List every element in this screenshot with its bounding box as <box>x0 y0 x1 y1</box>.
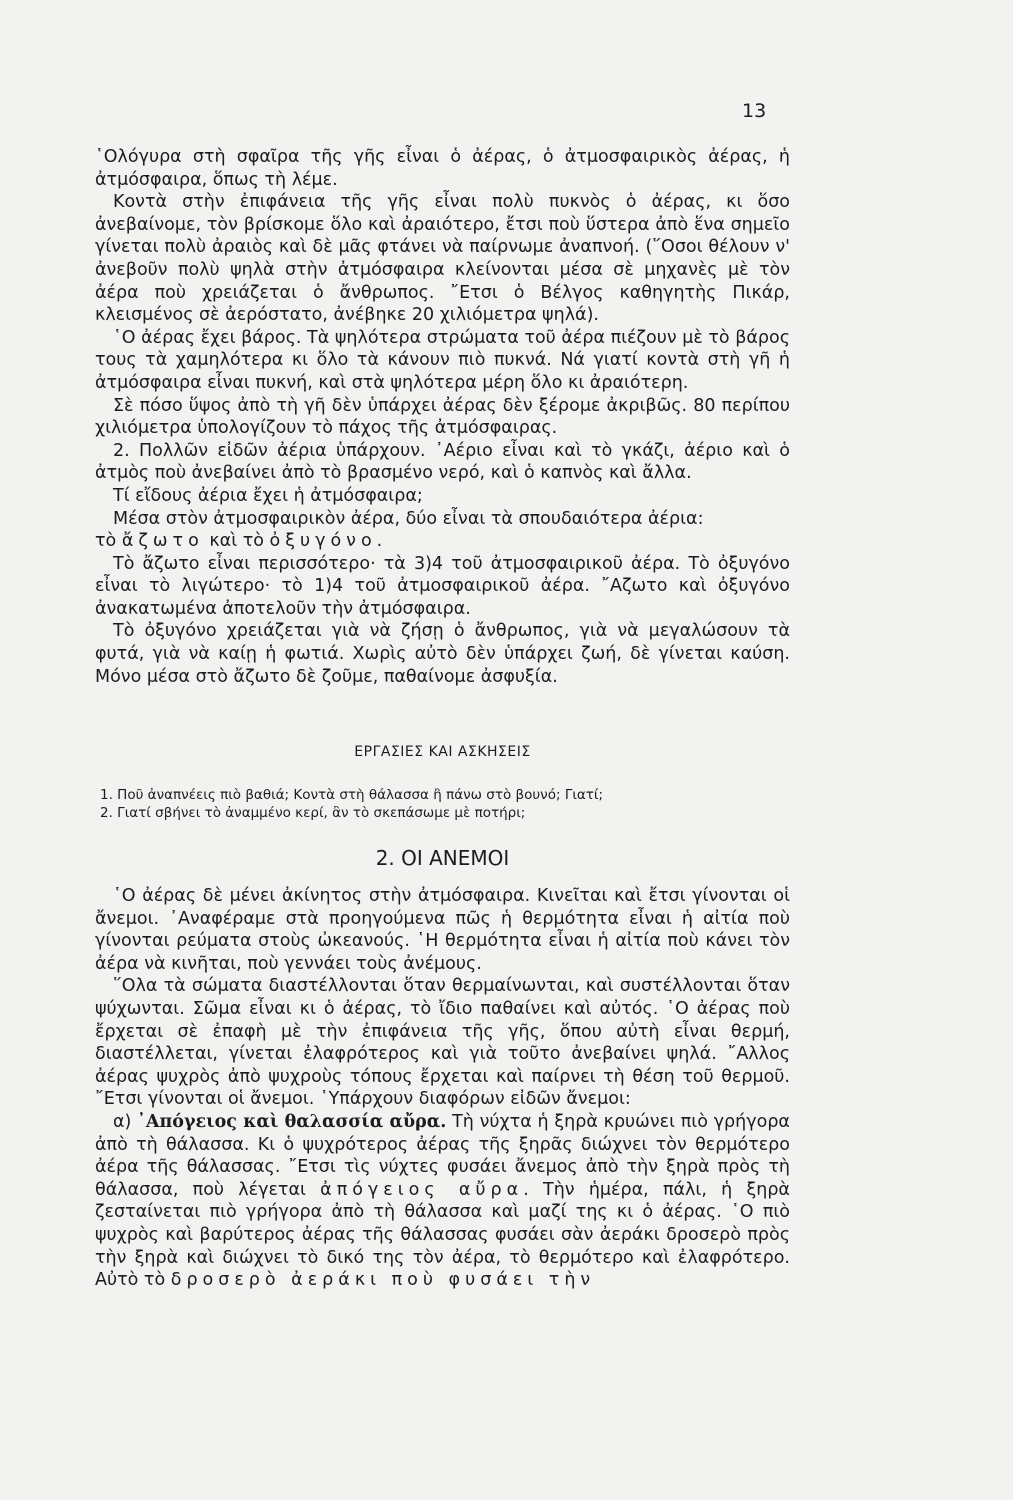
paragraph: ῞Ολα τὰ σώματα διαστέλλονται ὅταν θερμαίνωνται, καὶ συστέλλονται ὅταν ψύχωνται. Σῶμα εἶναι κι ὁ ἀέρας, τὸ ἴδιο παθαίνει καὶ αὐτός. ῾Ο ἀέρας ποὺ ἔρχεται σὲ ἐπαφὴ μὲ τὴν ἐπιφάνεια τῆς γῆς, ὅπου αὐτὴ εἶναι θερμή, διαστέλλεται, γίνεται ἐλαφρότερος καὶ γιὰ τοῦτο ἀνεβαίνει ψηλά. ῎Αλλος ἀέρας ψυχρὸς ἀπὸ ψυχροὺς τόπους ἔρχεται καὶ παίρνει τὴ θέση τοῦ θερμοῦ. ῎Ετσι γίνονται οἱ ἄνεμοι. ῾Υπάρχουν διαφόρων εἰδῶν ἄνεμοι: <box>95 976 790 1110</box>
exercise-list <box>100 786 780 822</box>
wind-a-label: α) <box>113 1111 132 1132</box>
gases-line-pre: τὸ <box>95 531 117 552</box>
winds-section <box>95 885 790 1292</box>
paragraph: ῾Ο ἀέρας ἔχει βάρος. Τὰ ψηλότερα στρώματα τοῦ ἀέρα πιέζουν μὲ τὸ βάρος τους τὰ χαμηλότερα κι ὅλο τὰ κάνουν πιὸ πυκνά. Νά γιατί κοντὰ στὴ γῆ ἡ ἀτμόσφαιρα εἶναι πυκνή, καὶ στὰ ψηλότερα μέρη ὅλο κι ἀραιότερη. <box>95 327 790 393</box>
gases-line-post: . <box>376 531 383 552</box>
paragraph: ῾Ολόγυρα στὴ σφαῖρα τῆς γῆς εἶναι ὁ ἀέρας, ὁ ἀτμοσφαιρικὸς ἀέρας, ἡ ἀτμόσφαιρα, ὅπως τὴ λέμε. <box>95 147 790 190</box>
gases-line <box>95 530 790 553</box>
paragraph: Τί εἴδους ἀέρια ἔχει ἡ ἀτμόσφαιρα; <box>113 485 423 506</box>
exercises-heading: ΕΡΓΑΣΙΕΣ ΚΑΙ ΑΣΚΗΣΕΙΣ <box>354 744 531 760</box>
wind-a-paragraph <box>95 1111 790 1292</box>
wind-a-text: Τὴ νύχτα ἡ ξηρὰ κρυώνει πιὸ γρήγορα ἀπὸ τὴ θάλασσα. Κι ὁ ψυχρότερος ἀέρας τῆς ξηρᾶς διώχνει τὸν θερμότερο ἀέρα τῆς θάλασσας. ῎Ετσι τὶς νύχτες φυσάει ἄνεμος ἀπὸ τὴν ξηρὰ πρὸς τὴ θάλασσα, ποὺ λέγεται <box>95 1111 790 1200</box>
exercise-item: 2. Γιατί σβήνει τὸ ἀναμμένο κερί, ἂν τὸ σκεπάσωμε μὲ ποτήρι; <box>100 805 526 821</box>
chapter-title: 2. ΟΙ ΑΝΕΜΟΙ <box>375 846 510 870</box>
exercise-item: 1. Ποῦ ἀναπνέεις πιὸ βαθιά; Κοντὰ στὴ θάλασσα ἢ πάνω στὸ βουνό; Γιατί; <box>100 787 604 803</box>
gases-line-mid: καὶ τὸ <box>209 531 264 552</box>
paragraph: Κοντὰ στὴν ἐπιφάνεια τῆς γῆς εἶναι πολὺ πυκνὸς ὁ ἀέρας, κι ὅσο ἀνεβαίνομε, τὸν βρίσκομε ὅλο καὶ ἀραιότερο, ἔτσι ποὺ ὕστερα ἀπὸ ἕνα σημεῖο γίνεται πολὺ ἀραιὸς καὶ δὲ μᾶς φτάνει νὰ παίρνωμε ἀναπνοή. (῞Οσοι θέλουν ν' ἀνεβοῦν πολὺ ψηλὰ στὴν ἀτμόσφαιρα κλείνονται μέσα σὲ μηχανὲς μὲ τὸν ἀέρα ποὺ χρειάζεται ὁ ἄνθρωπος. ῎Ετσι ὁ Βέλγος καθηγητὴς Πικάρ, κλεισμένος σὲ ἀερόστατο, ἀνέβηκε 20 χιλιόμετρα ψηλά). <box>95 192 790 326</box>
term-oxygono: ὀξυγόνο <box>269 531 377 552</box>
page-number: 13 <box>742 100 767 122</box>
paragraph: Τὸ ἄζωτο εἶναι περισσότερο· τὰ 3)4 τοῦ ἀτμοσφαιρικοῦ ἀέρα. Τὸ ὀξυγόνο εἶναι τὸ λιγώτερο· τὸ 1)4 τοῦ ἀτμοσφαιρικοῦ ἀέρα. ῎Αζωτο καὶ ὀξυγόνο ἀνακατωμένα ἀποτελοῦν τὴν ἀτμόσφαιρα. <box>95 553 790 619</box>
term-apogeios-avra: ἀπόγειος αὔρα <box>320 1179 524 1200</box>
paragraph: ῾Ο ἀέρας δὲ μένει ἀκίνητος στὴν ἀτμόσφαιρα. Κινεῖται καὶ ἔτσι γίνονται οἱ ἄνεμοι. ᾿Αναφέραμε στὰ προηγούμενα πῶς ἡ θερμότητα εἶναι ἡ αἰτία ποὺ γίνονται ρεύματα στοὺς ὠκεανούς. ῾Η θερμότητα εἶναι ἡ αἰτία ποὺ κάνει τὸν ἀέρα νὰ κινῆται, ποὺ γεννάει τοὺς ἀνέμους. <box>95 886 790 974</box>
paragraph: Σὲ πόσο ὕψος ἀπὸ τὴ γῆ δὲν ὑπάρχει ἀέρας δὲν ξέρομε ἀκριβῶς. 80 περίπου χιλιόμετρα ὑπολογίζουν τὸ πάχος τῆς ἀτμόσφαιρας. <box>95 395 790 439</box>
term-azoto: ἄζωτο <box>121 531 204 552</box>
wind-a-title: ᾿Απόγειος καὶ θαλασσία αὔρα. <box>137 1111 447 1132</box>
paragraph: Μέσα στὸν ἀτμοσφαιρικὸν ἀέρα, δύο εἶναι τὰ σπουδαιότερα ἀέρια: <box>113 508 704 529</box>
paragraph: Τὸ ὀξυγόνο χρειάζεται γιὰ νὰ ζήσῃ ὁ ἄνθρωπος, γιὰ νὰ μεγαλώσουν τὰ φυτά, γιὰ νὰ καίῃ ἡ φωτιά. Χωρὶς αὐτὸ δὲν ὑπάρχει ζωή, δὲ γίνεται καύση. Μόνο μέσα στὸ ἄζωτο δὲ ζοῦμε, παθαίνομε ἀσφυξία. <box>95 621 790 687</box>
term-droser-aeraki: δροσερὸ ἀεράκι ποὺ φυσάει τὴν <box>170 1270 596 1291</box>
paragraph: 2. Πολλῶν εἰδῶν ἀέρια ὑπάρχουν. ᾿Αέριο εἶναι καὶ τὸ γκάζι, ἀέριο καὶ ὁ ἀτμὸς ποὺ ἀνεβαίνει ἀπὸ τὸ βρασμένο νερό, καὶ ὁ καπνὸς καὶ ἄλλα. <box>95 440 790 484</box>
atmosphere-section <box>95 146 790 688</box>
wind-a-text: . Τὴν ἡμέρα, πάλι, ἡ ξηρὰ ζεσταίνεται πιὸ γρήγορα ἀπὸ τὴ θάλασσα καὶ μαζί της κι ὁ ἀέρας. ῾Ο πιὸ ψυχρὸς καὶ βαρύτερος ἀέρας τῆς θάλασσας φυσάει σὰν ἀεράκι δροσερὸ πρὸς τὴν ξηρὰ καὶ διώχνει τὸ δικό της τὸν ἀέρα, τὸ θερμότερο καὶ ἐλαφρότερο. Αὐτὸ τὸ <box>95 1179 790 1291</box>
